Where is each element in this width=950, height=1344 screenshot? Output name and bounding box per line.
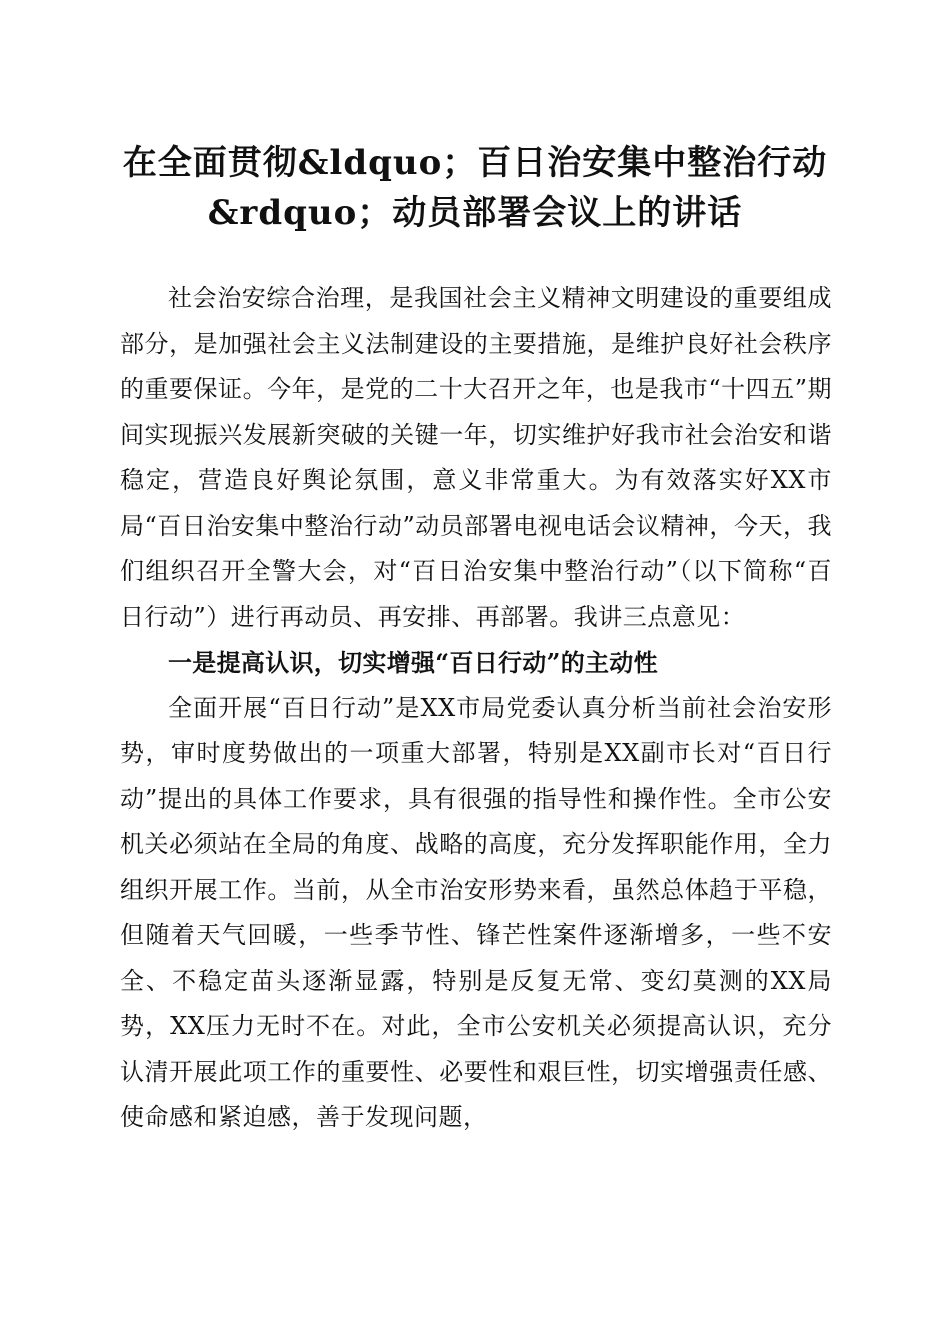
title-line-2: &rdquo；动员部署会议上的讲话 — [207, 193, 743, 233]
document-body — [120, 276, 832, 1141]
document-title — [60, 138, 890, 238]
paragraph-section-1: 全面开展“百日行动”是XX市局党委认真分析当前社会治安形势，审时度势做出的一项重大部署，特别是XX副市长对“百日行动”提出的具体工作要求，具有很强的指导性和操作性。全市公安机关必须站在全局的角度、战略的高度，充分发挥职能作用，全力组织开展工作。当前，从全市治安形势来看，虽然总体趋于平稳，但随着天气回暖，一些季节性、锋芒性案件逐渐增多，一些不安全、不稳定苗头逐渐显露，特别是反复无常、变幻莫测的XX局势，XX压力无时不在。对此，全市公安机关必须提高认识，充分认清开展此项工作的重要性、必要性和艰巨性，切实增强责任感、使命感和紧迫感，善于发现问题， — [120, 693, 832, 1131]
paragraph-intro: 社会治安综合治理，是我国社会主义精神文明建设的重要组成部分，是加强社会主义法制建设的主要措施，是维护良好社会秩序的重要保证。今年，是党的二十大召开之年，也是我市“十四五”期间实现振兴发展新突破的关键一年，切实维护好我市社会治安和谐稳定，营造良好舆论氛围，意义非常重大。为有效落实好XX市局“百日治安集中整治行动”动员部署电视电话会议精神，今天，我们组织召开全警大会，对“百日治安集中整治行动”（以下简称“百日行动”）进行再动员、再安排、再部署。我讲三点意见： — [120, 284, 832, 631]
section-heading-1: 一是提高认识，切实增强“百日行动”的主动性 — [168, 648, 658, 677]
title-line-1: 在全面贯彻&ldquo；百日治安集中整治行动 — [122, 143, 828, 183]
